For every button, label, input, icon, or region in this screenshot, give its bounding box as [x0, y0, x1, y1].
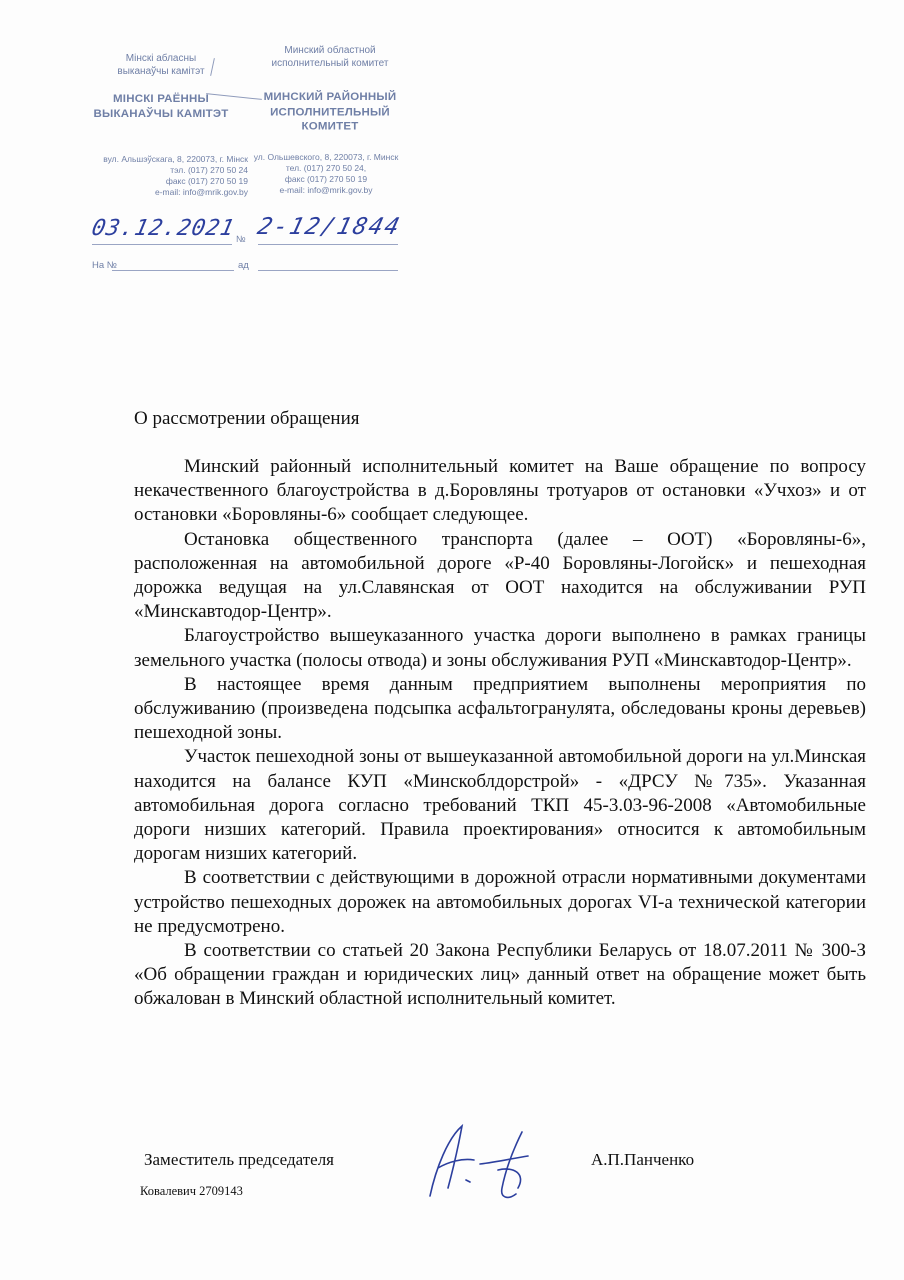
registration-number-label: № [236, 234, 246, 244]
registration-date-underline [92, 244, 232, 245]
address-right-email: e-mail: info@mrik.gov.by [279, 185, 373, 195]
address-left-street: вул. Альшэўскага, 8, 220073, г. Мінск [103, 154, 248, 164]
letterhead-left [76, 52, 246, 122]
body-paragraph: Благоустройство вышеуказанного участка дороги выполнено в рамках границы земельного участка (полосы отвода) и зоны обслуживания РУП «Минскавтодор-Центр». [134, 625, 866, 671]
registration-date: 03.12.2021 [89, 216, 238, 241]
letter-body [134, 455, 866, 1012]
body-paragraph: В настоящее время данным предприятием выполнены мероприятия по обслуживанию (произведена подсыпка асфальтогранулята, обследованы кроны деревьев) пешеходной зоны. [134, 673, 866, 744]
address-left-email: e-mail: info@mrik.gov.by [154, 187, 248, 197]
reference-from-label: ад [238, 260, 249, 271]
signatory-title: Заместитель председателя [144, 1150, 334, 1169]
reference-label: На № [92, 260, 117, 271]
address-left-phone: тэл. (017) 270 50 24 [170, 165, 248, 175]
address-right-street: ул. Ольшевского, 8, 220073, г. Минск [253, 152, 399, 162]
letterhead-left-line1: Мінскі абласны [125, 53, 197, 64]
address-right-phone: тел. (017) 270 50 24, [285, 163, 367, 173]
address-left-fax: факс (017) 270 50 19 [165, 176, 248, 186]
body-paragraph: Остановка общественного транспорта (далее – ООТ) «Боровляны-6», расположенная на автомобильной дороге «Р-40 Боровляны-Логойск» и пешеходная дорожка ведущая на ул.Славянская от ООТ находится на обслуживании РУП «Минскавтодор-Центр». [134, 528, 866, 623]
registration-number-underline [258, 244, 398, 245]
letterhead-left-line2: выканаўчы камітэт [117, 66, 205, 77]
executor-contact: Ковалевич 2709143 [140, 1184, 243, 1198]
reference-number-underline [112, 270, 234, 271]
signatory-name: А.П.Панченко [591, 1150, 695, 1169]
body-paragraph: Минский районный исполнительный комитет на Ваше обращение по вопросу некачественного благоустройства в д.Боровляны тротуаров от остановки «Учхоз» и от остановки «Боровляны-6» сообщает следующее. [134, 456, 866, 526]
letterhead-right-line1: Минский областной [284, 45, 376, 56]
letterhead-right-line2: исполнительный комитет [271, 58, 389, 69]
reference-line [92, 260, 412, 280]
body-paragraph: В соответствии со статьей 20 Закона Республики Беларусь от 18.07.2011 № 300-З «Об обращении граждан и юридических лиц» данный ответ на обращение может быть обжалован в Минский областной исполнительный комитет. [134, 940, 866, 1010]
letterhead-left-org2: ВЫКАНАЎЧЫ КАМІТЭТ [93, 108, 229, 120]
registration-line [89, 214, 412, 254]
letterhead-right-address [248, 152, 404, 196]
address-right-fax: факс (017) 270 50 19 [284, 174, 368, 184]
letterhead-right-org1: МИНСКИЙ РАЙОННЫЙ [263, 91, 397, 103]
letter-subject: О рассмотрении обращения [134, 408, 360, 429]
letterhead-left-org1: МІНСКІ РАЁННЫ [113, 93, 209, 105]
body-paragraph: Участок пешеходной зоны от вышеуказанной автомобильной дороги на ул.Минская находится на балансе КУП «Минскоблдорстрой» - «ДРСУ №735». Указанная автомобильная дорога согласно требований ТКП 45-3.03-96-2008 «Автомобильные дороги низших категорий. Правила проектирования» относится к автомобильным дорогам низших категорий. [134, 746, 866, 865]
reference-date-underline [258, 270, 398, 271]
registration-number: 2-12/1844 [254, 214, 404, 240]
body-paragraph: В соответствии с действующими в дорожной отрасли нормативными документами устройство пешеходных дорожек на автомобильных дорогах VI-а технической категории не предусмотрено. [134, 867, 866, 937]
letterhead-left-address [78, 154, 248, 198]
letterhead-right-org2: ИСПОЛНИТЕЛЬНЫЙ КОМИТЕТ [270, 106, 390, 133]
handwritten-signature [418, 1118, 548, 1208]
letterhead-right [250, 44, 410, 135]
